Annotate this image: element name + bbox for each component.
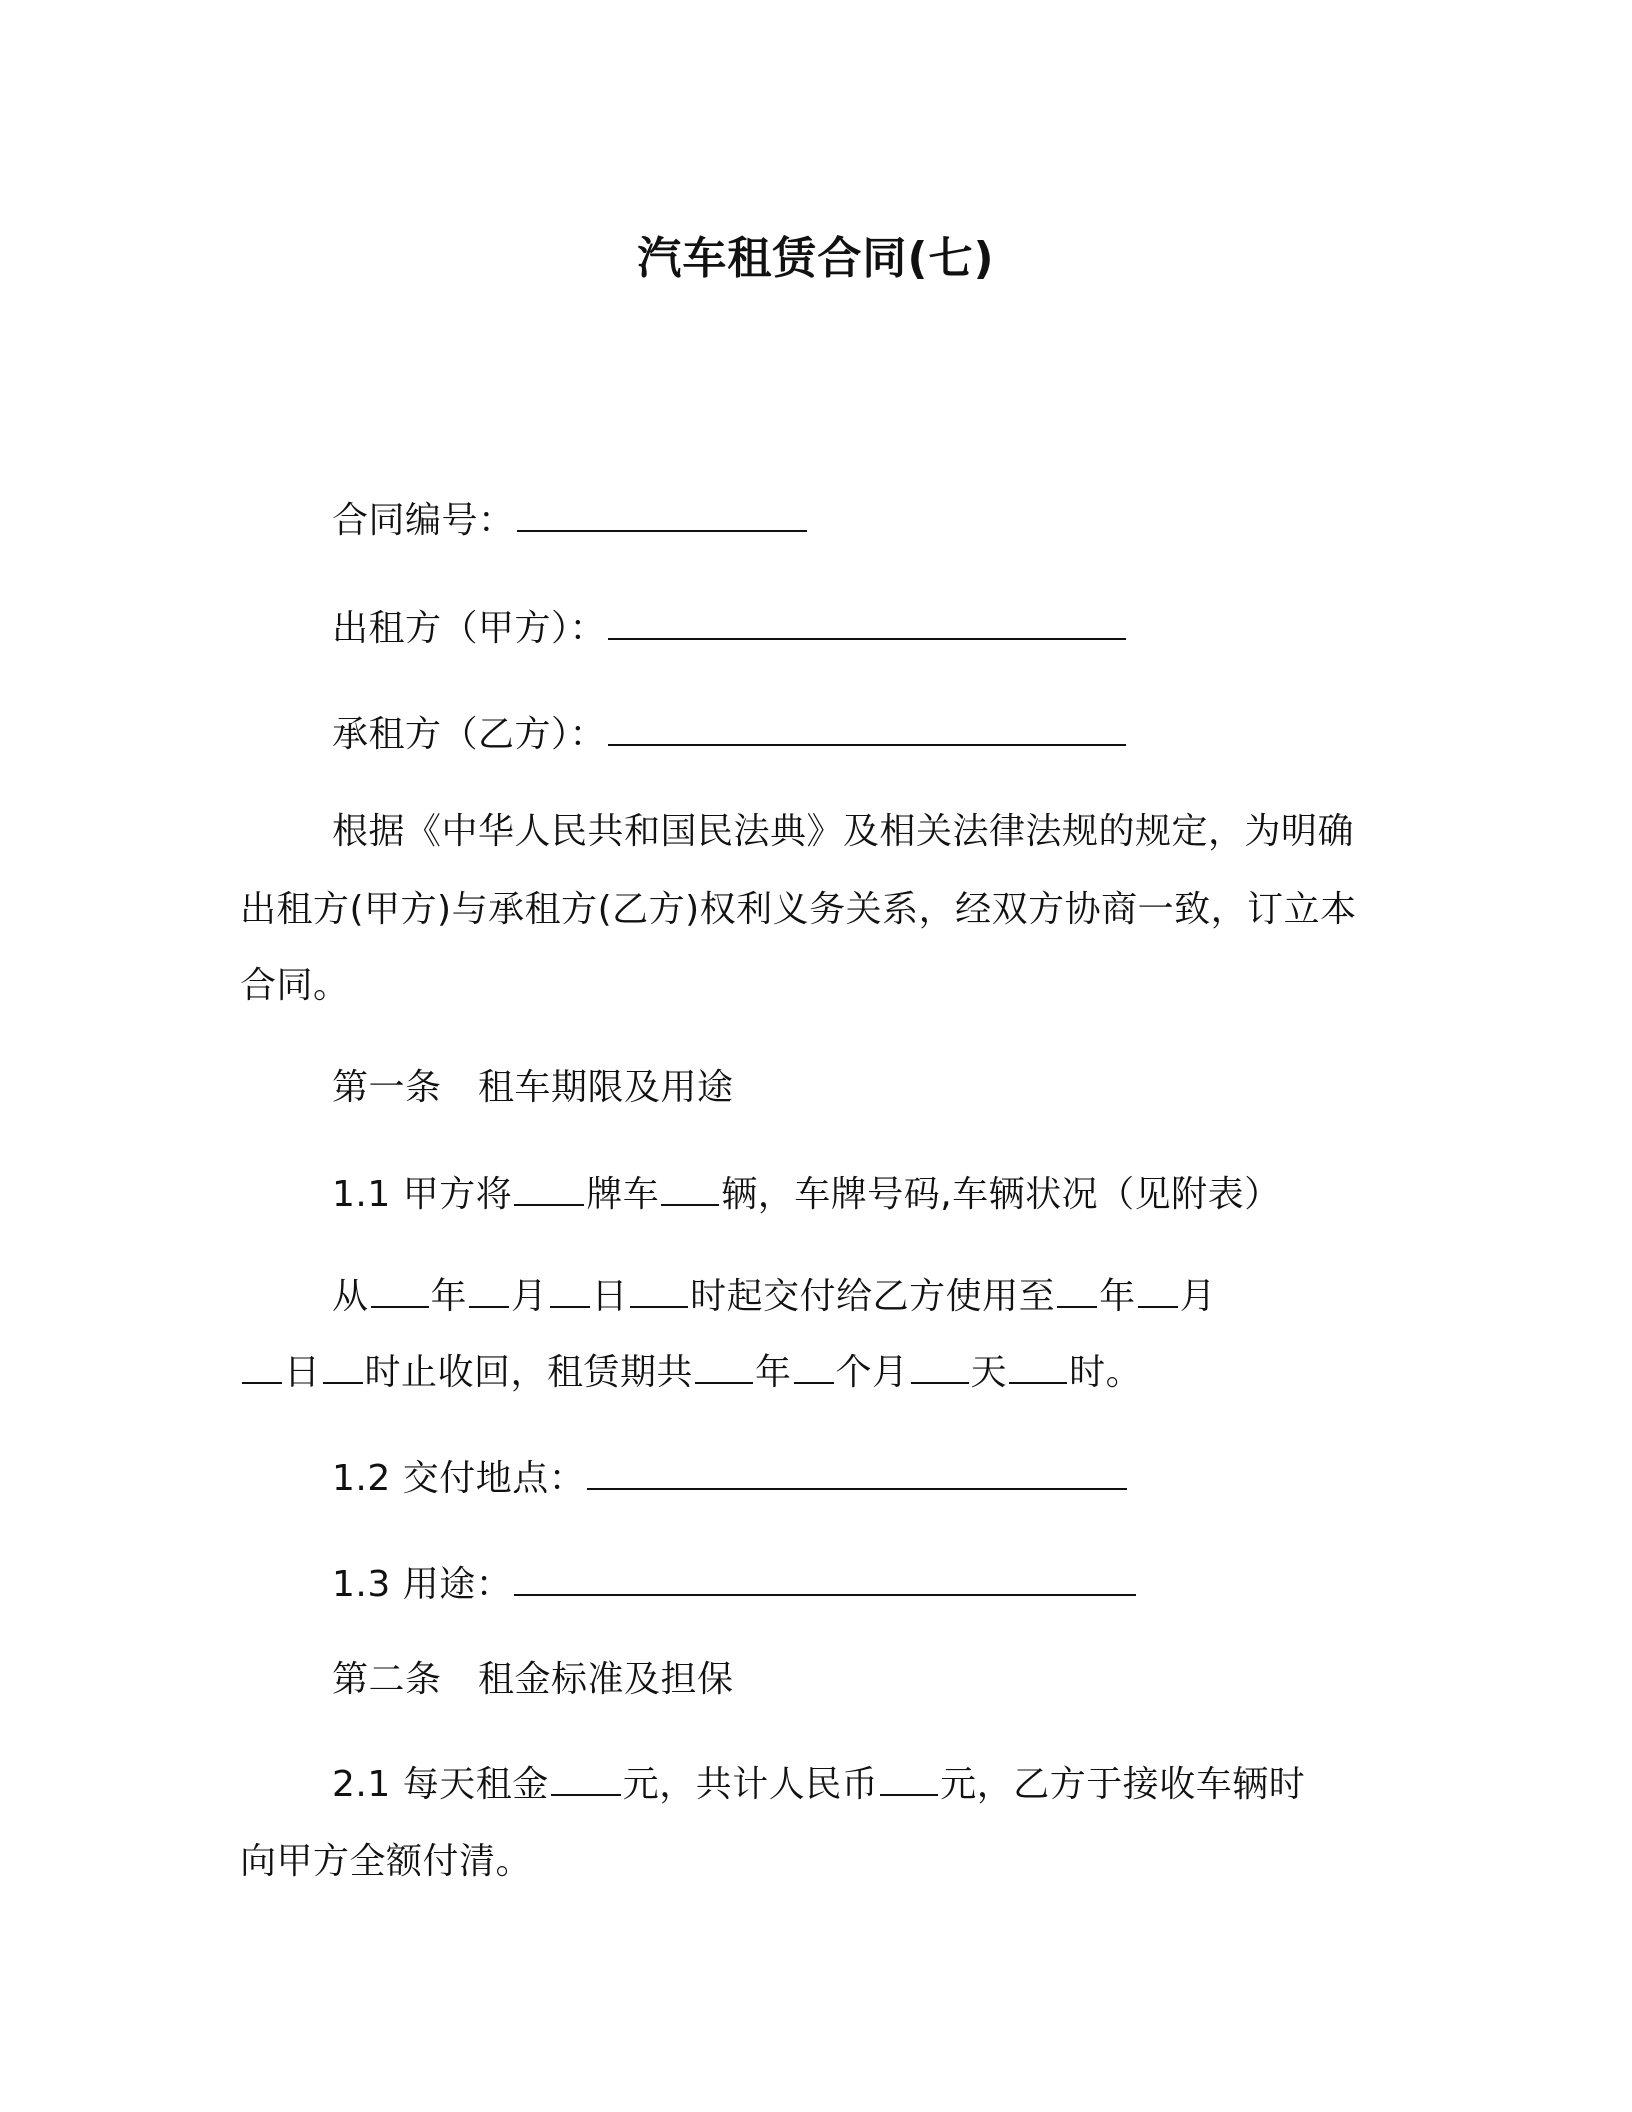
contract-number-blank	[517, 496, 807, 532]
lessee-label: 承租方（乙方）：	[332, 714, 607, 755]
lessor-label: 出租方（甲方）：	[332, 608, 607, 649]
total-rent-blank	[880, 1760, 938, 1796]
clause-2-1-text-a: 2.1 每天租金	[332, 1764, 549, 1805]
clause-2-1-text-c: 元，乙方于接收车辆时	[940, 1764, 1306, 1805]
preamble-line-2: 出租方(甲方)与承租方(乙方)权利义务关系，经双方协商一致，订立本	[240, 889, 1357, 930]
end-year-blank	[1057, 1272, 1097, 1308]
clause-1-1-text-a: 1.1 甲方将	[332, 1174, 513, 1215]
period-days-blank	[911, 1348, 969, 1384]
article-2-heading: 第二条 租金标准及担保	[332, 1659, 734, 1700]
from-text: 从	[332, 1276, 369, 1317]
clause-1-1-text-b: 牌车	[586, 1174, 660, 1215]
period-years-blank	[695, 1348, 753, 1384]
day-unit: 日	[284, 1352, 321, 1393]
purpose-blank	[514, 1560, 1136, 1596]
clause-1-2	[332, 1454, 1129, 1503]
contract-number-field	[332, 496, 809, 545]
month-unit: 月	[511, 1276, 548, 1317]
period-hours-blank	[1009, 1348, 1067, 1384]
period-line-2	[240, 1348, 1142, 1397]
preamble-line-3: 合同。	[240, 965, 350, 1006]
hour-start-text: 时起交付给乙方使用至	[690, 1276, 1056, 1317]
month-unit: 月	[1179, 1276, 1217, 1317]
delivery-location-blank	[587, 1454, 1127, 1490]
clause-1-1-text-c: 辆，车牌号码,车辆状况（见附表）	[721, 1174, 1281, 1215]
vehicle-count-blank	[661, 1170, 719, 1206]
document-title: 汽车租赁合同(七)	[637, 233, 995, 284]
clause-2-1	[332, 1760, 1305, 1809]
start-month-blank	[469, 1272, 509, 1308]
end-hour-blank	[323, 1348, 363, 1384]
days-unit: 天	[970, 1352, 1008, 1393]
hour-end-text: 时止收回，租赁期共	[364, 1352, 694, 1393]
clause-1-3	[332, 1560, 1138, 1609]
delivery-location-label: 1.2 交付地点：	[332, 1458, 586, 1499]
clause-2-1-line-2: 向甲方全额付清。	[240, 1841, 533, 1882]
article-1-heading: 第一条 租车期限及用途	[332, 1067, 734, 1108]
hours-unit: 时。	[1069, 1352, 1143, 1393]
plate-type-blank	[514, 1170, 584, 1206]
start-year-blank	[371, 1272, 429, 1308]
lessor-blank	[608, 604, 1126, 640]
period-line-1	[332, 1272, 1216, 1321]
lessee-field	[332, 710, 1128, 759]
lessor-field	[332, 604, 1128, 653]
purpose-label: 1.3 用途：	[332, 1564, 513, 1605]
year-unit: 年	[755, 1352, 792, 1393]
contract-number-label: 合同编号：	[332, 500, 515, 541]
end-month-blank	[1138, 1272, 1178, 1308]
clause-1-1	[332, 1170, 1281, 1219]
start-day-blank	[550, 1272, 590, 1308]
year-unit: 年	[430, 1276, 468, 1317]
period-months-blank	[794, 1348, 834, 1384]
year-unit: 年	[1099, 1276, 1136, 1317]
months-unit: 个月	[835, 1352, 909, 1393]
clause-2-1-text-b: 元，共计人民币	[622, 1764, 879, 1805]
preamble-line-1: 根据《中华人民共和国民法典》及相关法律法规的规定，为明确	[332, 811, 1355, 852]
day-unit: 日	[591, 1276, 629, 1317]
lessee-blank	[608, 710, 1126, 746]
daily-rent-blank	[551, 1760, 621, 1796]
start-hour-blank	[630, 1272, 688, 1308]
end-day-blank	[242, 1348, 282, 1384]
